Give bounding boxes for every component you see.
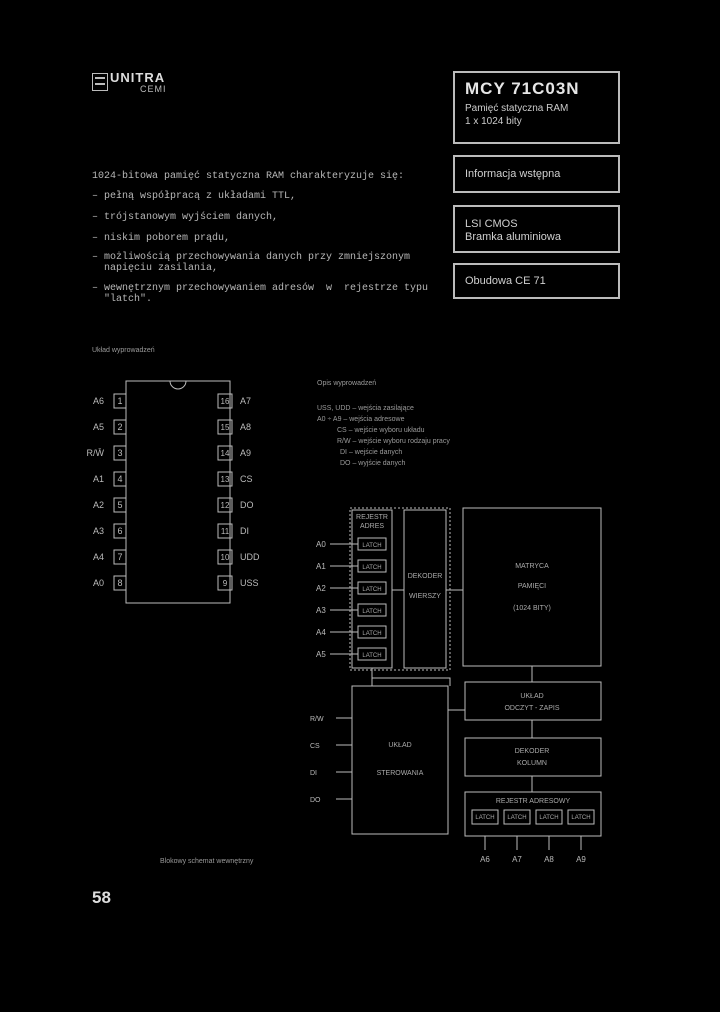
pin-number: 14	[220, 449, 230, 458]
pin-label: UDD	[240, 552, 260, 562]
block-diagram	[300, 500, 620, 880]
pin-number: 13	[220, 475, 230, 484]
pin-label: A0	[92, 578, 104, 588]
right-pins	[218, 394, 260, 590]
description-item: – możliwością przechowywania danych przy zmniejszonym napięciu zasilania,	[92, 252, 411, 274]
rw-unit-box	[465, 682, 601, 720]
latch-label: LATCH	[362, 543, 382, 549]
info-label: Informacja wstępna	[465, 168, 561, 180]
pin-number: 8	[117, 578, 123, 588]
pin-number: 16	[220, 397, 230, 406]
pin-number: 7	[117, 552, 123, 562]
pin-label: A9	[240, 448, 252, 458]
pin-number: 1	[117, 396, 123, 406]
pin-number: 5	[117, 500, 123, 510]
row-addr-label: A2	[316, 584, 326, 593]
row-addr-label: A4	[316, 628, 326, 637]
pin-label: CS	[240, 474, 253, 484]
row-addr-label: A0	[316, 540, 326, 549]
chip-subtitle-2: 1 x 1024 bity	[465, 116, 522, 127]
left-pins	[87, 394, 127, 590]
info-box	[453, 155, 620, 193]
pin-label: DI	[240, 526, 249, 536]
title-box	[453, 71, 620, 144]
control-unit-2: STEROWANIA	[376, 770, 424, 777]
pin-label: A4	[92, 552, 104, 562]
control-unit-1: UKŁAD	[388, 742, 412, 749]
pin-label: DO	[240, 500, 254, 510]
row-addr-label: A5	[316, 650, 326, 659]
package-label: Obudowa CE 71	[465, 275, 546, 287]
pin-label: A7	[240, 396, 252, 406]
pin-label: A6	[92, 396, 104, 406]
row-addr-label: A3	[316, 606, 326, 615]
pin-description-title: Opis wyprowadzeń	[317, 380, 377, 387]
row-decoder-1: DEKODER	[407, 573, 443, 580]
description-item: – niskim poborem prądu,	[92, 233, 231, 244]
pin-description-row: CS – wejście wyboru układu	[337, 427, 425, 434]
pin-number: 12	[220, 501, 230, 510]
matrix-2: PAMIĘCI	[517, 583, 547, 590]
col-decoder-box	[465, 738, 601, 776]
chip-notch	[170, 381, 186, 389]
row-addr-label: A1	[316, 562, 326, 571]
register-title-1: REJESTR	[356, 514, 388, 521]
col-addr-label: A7	[512, 855, 522, 864]
pin-number: 11	[220, 527, 230, 536]
row-decoder-2: WIERSZY	[409, 593, 441, 600]
pin-label: A5	[92, 422, 104, 432]
page-number: 58	[92, 888, 111, 907]
row-decoder-box	[404, 510, 446, 668]
latch-label: LATCH	[539, 815, 559, 821]
pin-description-row: DI – wejście danych	[340, 449, 403, 456]
description-item: – wewnętrznym przechowywaniem adresów w rejestrze typu "latch".	[92, 283, 429, 305]
chip-subtitle-1: Pamięć statyczna RAM	[465, 103, 569, 114]
description-item: – pełną współpracą z układami TTL,	[92, 191, 297, 202]
pin-label: A2	[92, 500, 104, 510]
tech-line-1: LSI CMOS	[465, 218, 518, 230]
logo-brand: UNITRA	[110, 70, 166, 85]
chip-body	[126, 381, 230, 603]
control-unit-box	[352, 686, 448, 834]
latch-label: LATCH	[362, 609, 382, 615]
description-item: – trójstanowym wyjściem danych,	[92, 212, 279, 223]
tech-line-2: Bramka aluminiowa	[465, 231, 561, 243]
description-intro: 1024-bitowa pamięć statyczna RAM charakteryzuje się:	[92, 171, 405, 182]
pin-description-row: A0 ÷ A9 – wejścia adresowe	[317, 416, 405, 423]
pin-label: A3	[92, 526, 104, 536]
latch-label: LATCH	[362, 631, 382, 637]
pin-number: 15	[220, 423, 230, 432]
block-diagram-caption: Blokowy schemat wewnętrzny	[160, 858, 254, 865]
col-decoder-1: DEKODER	[514, 748, 550, 755]
pin-label: A1	[92, 474, 104, 484]
package-box	[453, 263, 620, 299]
matrix-1: MATRYCA	[515, 563, 549, 570]
col-addr-label: A9	[576, 855, 586, 864]
latch-label: LATCH	[362, 653, 382, 659]
register-title-2: ADRES	[359, 523, 385, 530]
pin-description-row: R/W – wejście wyboru rodzaju pracy	[337, 438, 450, 445]
pin-number: 4	[117, 474, 123, 484]
rw-unit-1: UKŁAD	[520, 693, 544, 700]
logo-sub: CEMI	[140, 84, 167, 94]
col-addr-label: A8	[544, 855, 554, 864]
control-input-label: DI	[310, 770, 317, 777]
latch-label: LATCH	[362, 587, 382, 593]
pin-description-row: DO – wyjście danych	[340, 460, 406, 467]
latch-label: LATCH	[571, 815, 591, 821]
control-input-label: CS	[310, 743, 320, 750]
unitra-logo-icon	[92, 73, 108, 91]
pinout-diagram	[80, 375, 280, 610]
addr-register-label: REJESTR ADRESOWY	[495, 798, 571, 805]
pin-label: USS	[240, 578, 259, 588]
pin-number: 6	[117, 526, 123, 536]
latch-label: LATCH	[507, 815, 527, 821]
pin-number: 9	[222, 579, 228, 588]
control-input-label: DO	[310, 797, 321, 804]
control-bus-line	[372, 668, 450, 686]
col-addr-label: A6	[480, 855, 490, 864]
pin-number: 10	[220, 553, 230, 562]
latch-label: LATCH	[362, 565, 382, 571]
chip-title: MCY 71C03N	[465, 79, 580, 98]
pin-description-row: USS, UDD – wejścia zasilające	[317, 405, 414, 412]
control-input-label: R/W	[310, 716, 324, 723]
pin-label: A8	[240, 422, 252, 432]
matrix-3: (1024 BITY)	[513, 605, 551, 612]
pinout-caption: Układ wyprowadzeń	[92, 347, 155, 354]
latch-label: LATCH	[475, 815, 495, 821]
pin-number: 3	[117, 448, 123, 458]
col-decoder-2: KOLUMN	[517, 760, 547, 767]
rw-unit-2: ODCZYT - ZAPIS	[504, 705, 560, 712]
pin-label: R/W̄	[86, 448, 104, 458]
pin-number: 2	[117, 422, 123, 432]
tech-box	[453, 205, 620, 253]
